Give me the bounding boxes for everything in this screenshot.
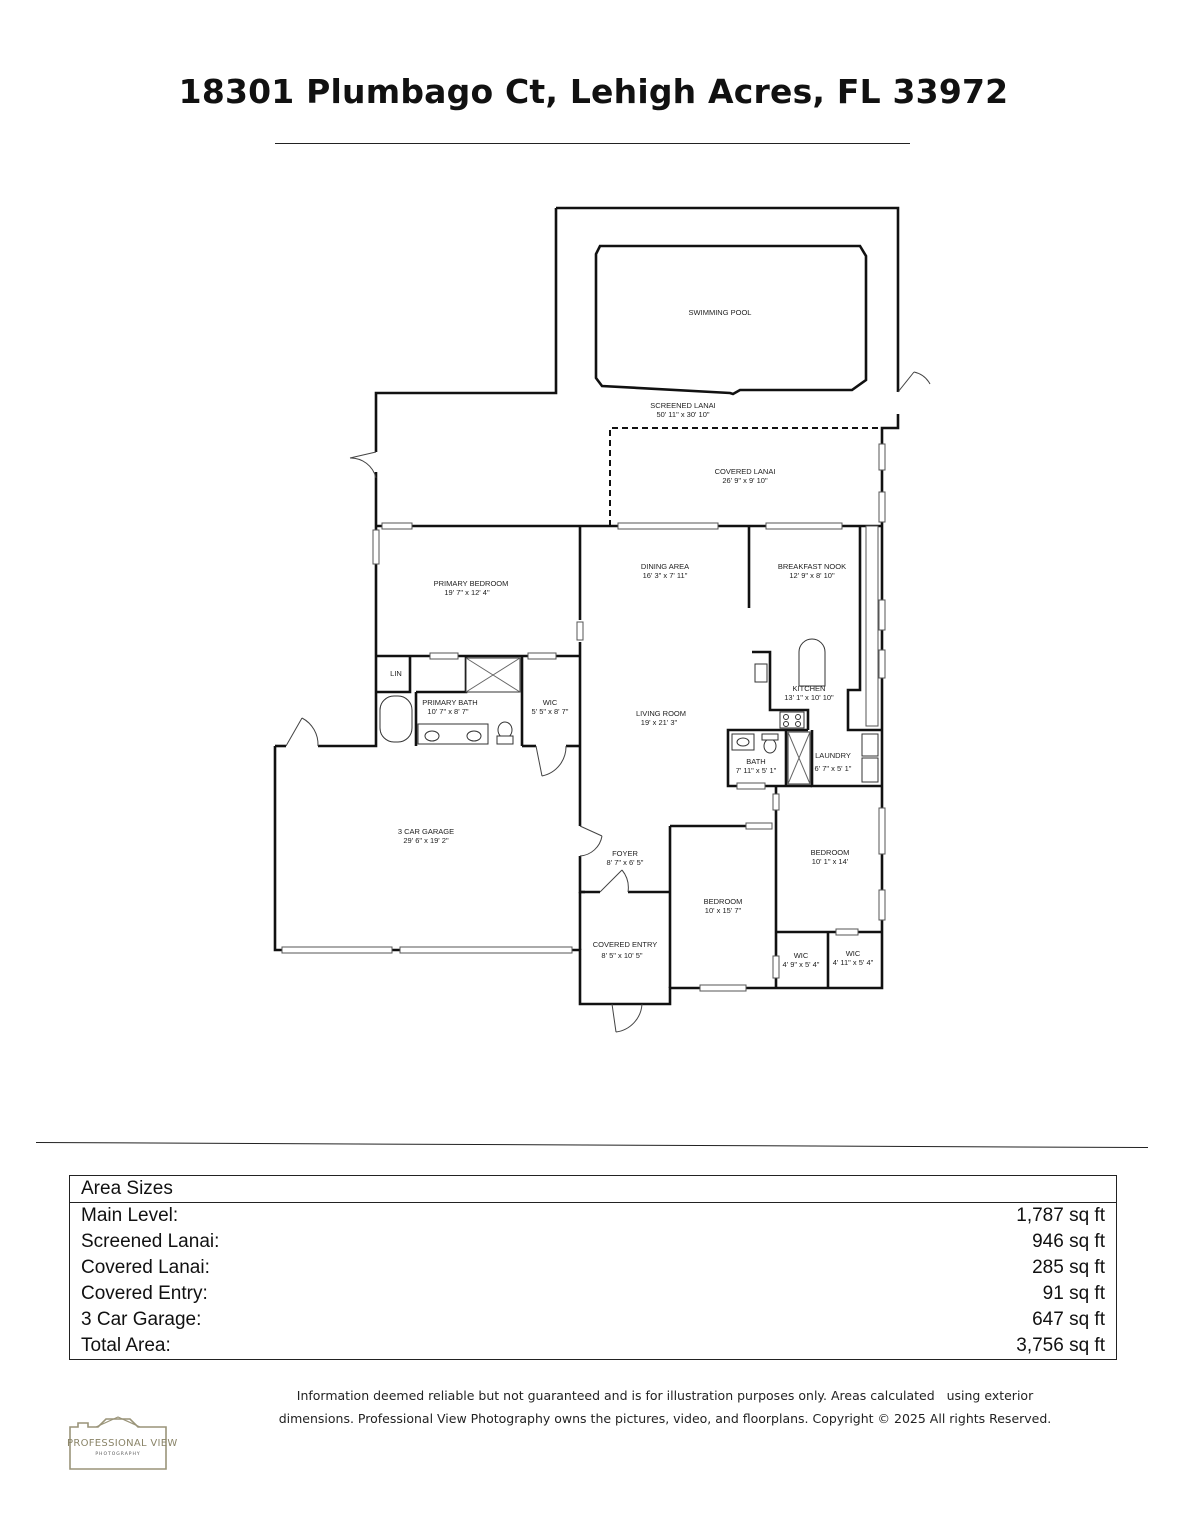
exterior-wall [556,208,898,392]
room-label-primary-bath: PRIMARY BATH [422,698,478,707]
room-dims-primary-bath: 10' 7" x 8' 7" [427,707,469,716]
room-label-wic-b: WIC [845,949,861,958]
interior-wall [580,856,585,892]
room-label-covered-entry: COVERED ENTRY [592,940,658,949]
window [382,523,412,529]
room-dims-bath: 7' 11" x 5' 1" [735,766,777,775]
table-row [70,1333,1116,1359]
window [618,523,718,529]
window [879,890,885,920]
room-label-bedroom-right: BEDROOM [810,848,850,857]
swimming-pool [596,246,866,394]
table-row [70,1229,1116,1255]
area-label: Main Level: [81,1205,179,1226]
room-dims-foyer: 8' 7" x 6' 5" [606,858,644,867]
area-sizes-header: Area Sizes [70,1176,1116,1203]
table-row [70,1281,1116,1307]
sink [467,731,481,741]
washer [862,734,878,756]
room-dims-wic-a: 4' 9" x 5' 4" [782,960,820,969]
room-label-bedroom-mid: BEDROOM [703,897,743,906]
area-value: 647 sq ft [1032,1309,1105,1330]
exterior-wall [376,208,556,452]
kitchen-sink [755,664,767,682]
table-row [70,1203,1116,1229]
room-dims-screened-lanai: 50' 11" x 30' 10" [656,410,710,419]
room-dims-covered-entry: 8' 5" x 10' 5" [601,951,643,960]
section-divider [36,1142,1148,1148]
room-label-pool: SWIMMING POOL [688,308,752,317]
window [430,653,458,659]
room-label-wic-primary: WIC [542,698,558,707]
room-label-primary-bedroom: PRIMARY BEDROOM [433,579,509,588]
room-label-garage: 3 CAR GARAGE [397,827,455,836]
disclaimer [250,1384,1080,1430]
table-row [70,1307,1116,1333]
logo-subtitle: PHOTOGRAPHY [95,1452,141,1457]
area-label: Total Area: [81,1335,171,1356]
room-label-kitchen: KITCHEN [792,684,826,693]
room-label-breakfast: BREAKFAST NOOK [777,562,847,571]
room-label-screened-lanai: SCREENED LANAI [650,401,716,410]
disclaimer-line: Information deemed reliable but not guaranteed and is for illustration purposes only. Areas calculated using exterior [296,1388,1034,1403]
window [879,600,885,630]
room-dims-garage: 29' 6" x 19' 2" [403,836,449,845]
logo-name: PROFESSIONAL VIEW [67,1438,178,1449]
room-dims-bedroom-right: 10' 1" x 14' [811,857,849,866]
door-swing [286,718,318,746]
toilet [764,739,776,753]
window [746,823,772,829]
page-title: 18301 Plumbago Ct, Lehigh Acres, FL 33972 [178,72,1009,111]
room-label-covered-lanai: COVERED LANAI [714,467,776,476]
room-label-foyer: FOYER [612,849,638,858]
window [879,444,885,470]
area-label: Screened Lanai: [81,1231,220,1252]
door-swing [580,826,602,856]
door-swing [350,452,376,478]
window [879,808,885,854]
window [866,526,878,726]
area-sizes-table [69,1175,1117,1360]
window [879,492,885,522]
disclaimer-line: dimensions. Professional View Photography owns the pictures, video, and floorplans. Copyright © 2025 All rights Reserved. [278,1411,1052,1426]
interior-wall [416,656,466,692]
bathtub [380,696,412,742]
room-label-lin: LIN [390,669,402,678]
exterior-wall [318,472,376,746]
table-row [70,1255,1116,1281]
room-label-laundry: LAUNDRY [815,751,851,760]
window [737,783,765,789]
room-label-wic-a: WIC [793,951,809,960]
window [700,985,746,991]
window [528,653,556,659]
room-dims-breakfast: 12' 9" x 8' 10" [789,571,835,580]
window [577,622,583,640]
refrigerator [799,639,825,686]
area-value: 3,756 sq ft [1016,1335,1105,1356]
window [773,794,779,810]
window [836,929,858,935]
window [773,956,779,978]
room-dims-bedroom-mid: 10' x 15' 7" [704,906,742,915]
area-value: 1,787 sq ft [1016,1205,1105,1226]
area-label: Covered Entry: [81,1283,208,1304]
area-value: 91 sq ft [1042,1283,1105,1304]
room-label-bath: BATH [746,757,766,766]
door-swing [536,746,566,776]
window [373,530,379,564]
door-swing [600,870,628,892]
window [766,523,842,529]
window [282,947,392,953]
room-dims-primary-bedroom: 19' 7" x 12' 4" [444,588,490,597]
area-value: 285 sq ft [1032,1257,1105,1278]
room-label-living: LIVING ROOM [635,709,687,718]
area-label: 3 Car Garage: [81,1309,202,1330]
window [879,650,885,678]
room-dims-wic-b: 4' 11" x 5' 4" [832,958,874,967]
sink [425,731,439,741]
room-dims-covered-lanai: 26' 9" x 9' 10" [722,476,768,485]
room-dims-laundry: 6' 7" x 5' 1" [814,764,852,773]
room-dims-wic-primary: 5' 5" x 8' 7" [531,707,569,716]
room-dims-living: 19' x 21' 3" [640,718,678,727]
room-label-dining: DINING AREA [640,562,690,571]
window [400,947,572,953]
door-swing [898,372,930,392]
dryer [862,758,878,782]
room-dims-kitchen: 13' 1" x 10' 10" [784,693,834,702]
area-value: 946 sq ft [1032,1231,1105,1252]
area-label: Covered Lanai: [81,1257,210,1278]
door-swing [612,1004,642,1032]
room-dims-dining: 16' 3" x 7' 11" [642,571,688,580]
